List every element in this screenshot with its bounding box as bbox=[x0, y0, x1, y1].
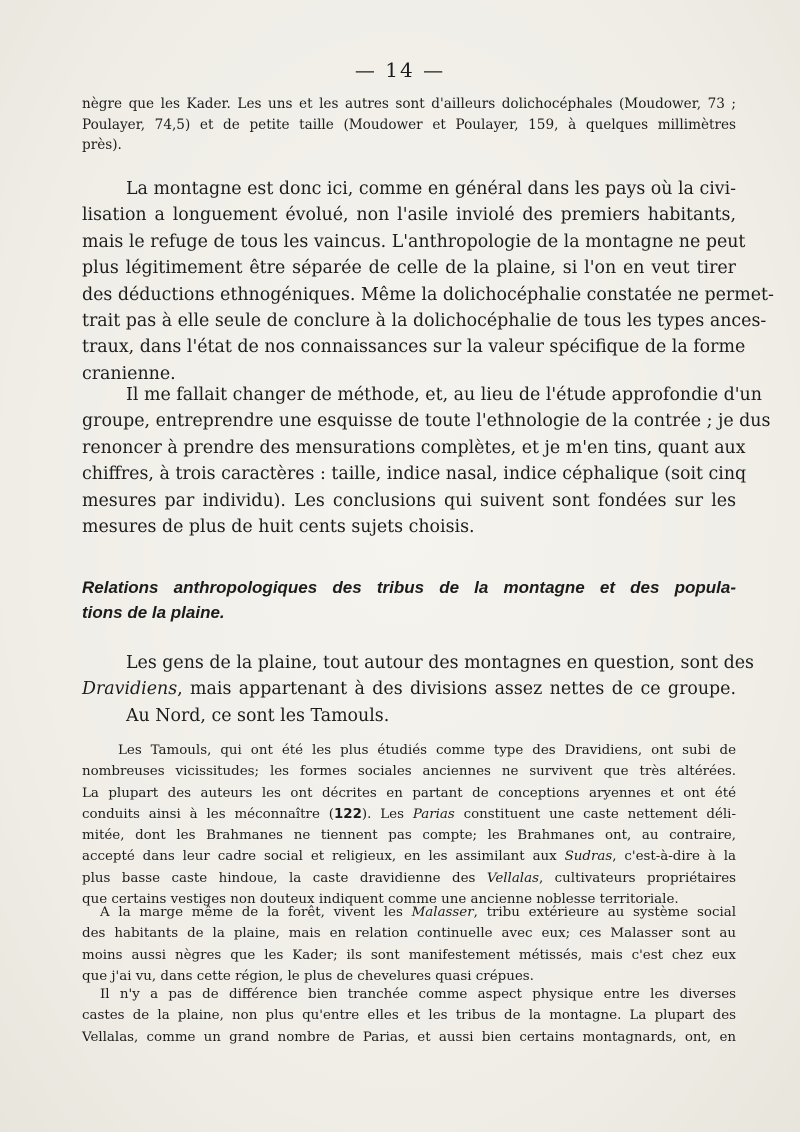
reference-number: 122 bbox=[333, 806, 362, 822]
text-fragment: conduits ainsi à les méconnaître ( bbox=[82, 806, 334, 822]
text-line: mesures par individu). Les conclusions qui suivent sont fondées sur les bbox=[82, 490, 736, 511]
text-line: mesures de plus de huit cents sujets choisis. bbox=[82, 517, 475, 538]
italic-term: Malasser bbox=[411, 905, 474, 920]
paragraph-mountain-refuge bbox=[82, 176, 774, 387]
text-line: Au Nord, ce sont les Tamouls. bbox=[126, 705, 390, 726]
text-line: mais le refuge de tous les vaincus. L'anthropologie de la montagne ne peut bbox=[82, 231, 746, 252]
small-paragraph-tamouls bbox=[82, 740, 736, 910]
text-line: groupe, entreprendre une esquisse de toute l'ethnologie de la contrée ; je dus bbox=[82, 411, 771, 432]
section-heading bbox=[82, 575, 736, 625]
text-line: Poulayer, 74,5) et de petite taille (Moudower et Poulayer, 159, à quelques millimètres bbox=[82, 116, 736, 133]
text-fragment: A la marge même de la forêt, vivent les bbox=[100, 905, 412, 920]
paragraph-plain-people bbox=[82, 650, 754, 729]
text-line: près). bbox=[82, 137, 122, 153]
text-fragment: , cultivateurs propriétaires bbox=[538, 870, 736, 886]
text-line: Il n'y a pas de différence bien tranchée comme aspect physique entre les diverses bbox=[100, 987, 736, 1002]
text-line: cranienne. bbox=[82, 363, 176, 384]
text-line: plus légitimement être séparée de celle de la plaine, si l'on en veut tirer bbox=[82, 258, 736, 279]
text-line: nombreuses vicissitudes; les formes sociales anciennes ne survivent que très altérées. bbox=[82, 764, 736, 780]
text-line: moins aussi nègres que les Kader; ils sont manifestement métissés, mais c'est chez eux bbox=[82, 947, 736, 963]
text-line: traux, dans l'état de nos connaissances sur la valeur spécifique de la forme bbox=[82, 337, 746, 358]
text-line: des habitants de la plaine, mais en relation continuelle avec eux; ces Malasser sont au bbox=[82, 926, 736, 942]
text-line: Les gens de la plaine, tout autour des montagnes en question, sont des bbox=[126, 653, 754, 673]
text-line: Les Tamouls, qui ont été les plus étudiés comme type des Dravidiens, ont subi de bbox=[118, 743, 736, 758]
text-fragment: ). Les bbox=[361, 806, 413, 822]
text-line: La montagne est donc ici, comme en général dans les pays où la civi- bbox=[126, 179, 737, 199]
text-fragment: , tribu extérieure au système social bbox=[473, 905, 737, 920]
text-line: Vellalas, comme un grand nombre de Parias, et aussi bien certains montagnards, ont, en bbox=[82, 1029, 736, 1045]
small-paragraph-malasser bbox=[82, 902, 736, 987]
text-line: La plupart des auteurs les ont décrites en partant de conceptions aryennes et ont été bbox=[82, 785, 736, 801]
text-fragment: accepté dans leur cadre social et religieux, en les assimilant aux bbox=[82, 849, 565, 865]
heading-line: tions de la plaine. bbox=[82, 603, 225, 622]
text-line: Il me fallait changer de méthode, et, au lieu de l'étude approfondie d'un bbox=[126, 385, 762, 405]
italic-term: Sudras bbox=[564, 849, 613, 865]
text-line: mitée, dont les Brahmanes ne tiennent pas compte; les Brahmanes ont, au contraire, bbox=[82, 828, 736, 844]
text-line: chiffres, à trois caractères : taille, indice nasal, indice céphalique (soit cinq bbox=[82, 464, 747, 485]
italic-term: Dravidiens bbox=[82, 679, 178, 700]
text-line: trait pas à elle seule de conclure à la dolichocéphalie de tous les types ances- bbox=[82, 311, 767, 332]
text-fragment: , mais appartenant à des divisions assez nettes de ce groupe. bbox=[177, 679, 736, 700]
text-line: castes de la plaine, non plus qu'entre elles et les tribus de la montagne. La plupart des bbox=[82, 1008, 736, 1024]
text-line: que certains vestiges non douteux indiquent comme une ancienne noblesse territoriale. bbox=[82, 892, 679, 908]
text-fragment: , c'est-à-dire à la bbox=[612, 849, 736, 865]
paragraph-method bbox=[82, 382, 771, 540]
text-fragment: plus basse caste hindoue, la caste dravidienne des bbox=[82, 870, 487, 886]
small-paragraph-castes bbox=[82, 984, 736, 1048]
italic-term: Vellalas bbox=[486, 870, 539, 886]
italic-term: Parias bbox=[412, 806, 455, 822]
text-fragment: constituent une caste nettement déli- bbox=[454, 806, 736, 822]
heading-line: Relations anthropologiques des tribus de la montagne et des popula- bbox=[82, 578, 736, 597]
text-line: des déductions ethnogéniques. Même la dolichocéphalie constatée ne permet- bbox=[82, 284, 774, 305]
text-line: lisation a longuement évolué, non l'asile inviolé des premiers habitants, bbox=[82, 205, 736, 226]
page-number: — 14 — bbox=[354, 58, 446, 82]
text-line: renoncer à prendre des mensurations complètes, et je m'en tins, quant aux bbox=[82, 437, 746, 458]
continuation-paragraph bbox=[82, 94, 736, 156]
text-line: que j'ai vu, dans cette région, le plus de chevelures quasi crépues. bbox=[82, 968, 534, 984]
text-line: nègre que les Kader. Les uns et les autres sont d'ailleurs dolichocéphales (Moudower, 73 ; bbox=[82, 96, 736, 112]
